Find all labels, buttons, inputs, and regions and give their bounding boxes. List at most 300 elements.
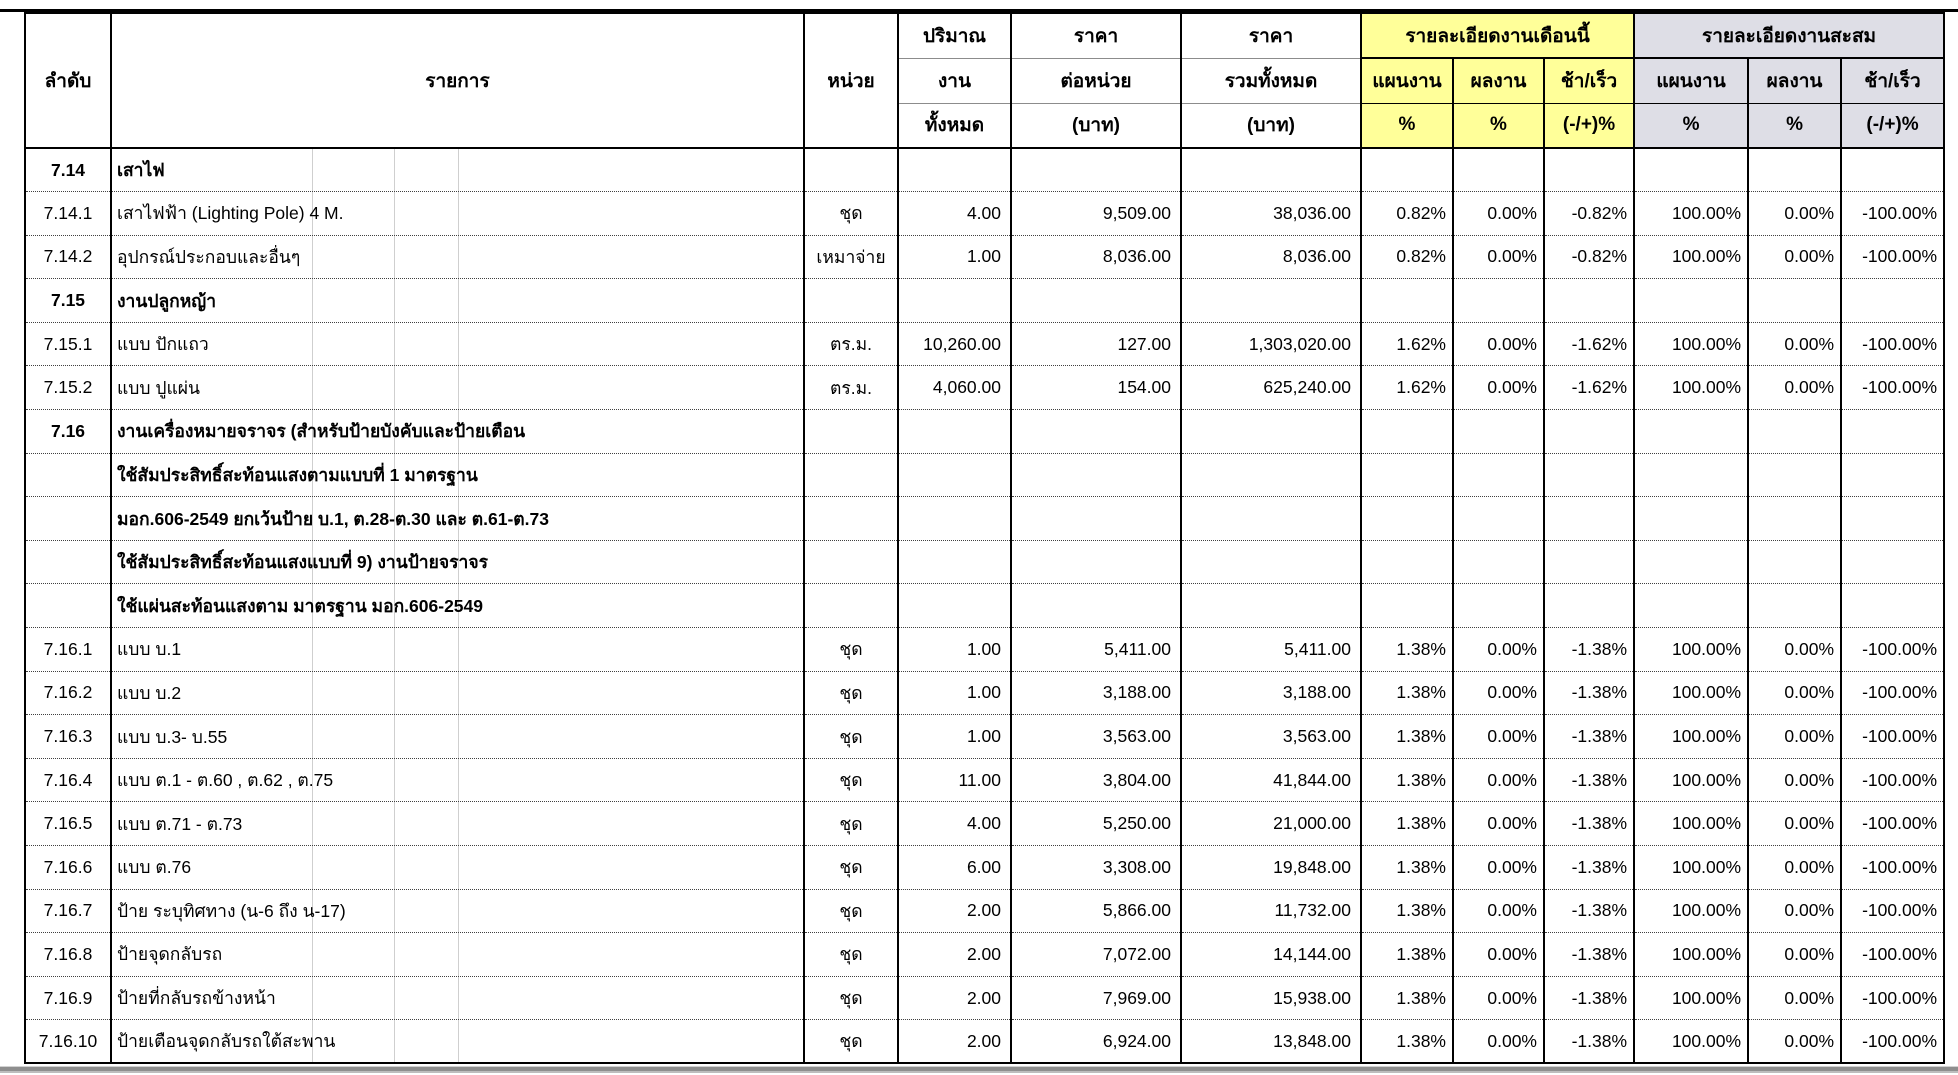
table-row xyxy=(25,279,1944,323)
cum-plan-cell: 100.00% xyxy=(1634,628,1748,672)
month-plan-cell: 1.38% xyxy=(1361,628,1453,672)
unit-price-cell xyxy=(1011,279,1181,323)
month-delta-cell: -1.38% xyxy=(1544,933,1634,977)
cum-plan-cell xyxy=(1634,453,1748,497)
month-plan-cell: 1.38% xyxy=(1361,802,1453,846)
cum-delta-cell xyxy=(1841,279,1944,323)
unit-cell: ชุด xyxy=(804,889,898,933)
table-row xyxy=(25,758,1944,802)
column-header-item: รายการ xyxy=(111,13,804,148)
month-delta-cell: -1.38% xyxy=(1544,1020,1634,1064)
qty-cell: 2.00 xyxy=(898,933,1011,977)
month-actual-cell: 0.00% xyxy=(1453,322,1544,366)
month-plan-cell: 0.82% xyxy=(1361,235,1453,279)
unit-price-cell: 6,924.00 xyxy=(1011,1020,1181,1064)
cum-actual-cell: 0.00% xyxy=(1748,671,1841,715)
row-no-cell: 7.16.8 xyxy=(25,933,111,977)
item-cell: แบบ บ.1 xyxy=(111,628,804,672)
cum-plan-cell: 100.00% xyxy=(1634,976,1748,1020)
cum-plan-cell: 100.00% xyxy=(1634,322,1748,366)
total-price-cell: 15,938.00 xyxy=(1181,976,1361,1020)
qty-cell: 1.00 xyxy=(898,235,1011,279)
cum-actual-cell: 0.00% xyxy=(1748,846,1841,890)
month-plan-cell: 1.38% xyxy=(1361,976,1453,1020)
unit-price-cell xyxy=(1011,148,1181,192)
table-row xyxy=(25,846,1944,890)
total-price-cell xyxy=(1181,410,1361,454)
column-header-unit: หน่วย xyxy=(804,13,898,148)
month-actual-cell: 0.00% xyxy=(1453,628,1544,672)
month-plan-cell xyxy=(1361,497,1453,541)
unit-cell xyxy=(804,148,898,192)
month-actual-cell: 0.00% xyxy=(1453,889,1544,933)
item-cell: เสาไฟฟ้า (Lighting Pole) 4 M. xyxy=(111,192,804,236)
row-no-cell xyxy=(25,453,111,497)
row-no-cell: 7.16.2 xyxy=(25,671,111,715)
column-header-cum-delta: ช้า/เร็ว xyxy=(1841,58,1944,103)
cum-delta-cell: -100.00% xyxy=(1841,802,1944,846)
column-header-month-delta: ช้า/เร็ว xyxy=(1544,58,1634,103)
cum-plan-cell xyxy=(1634,497,1748,541)
cum-delta-cell: -100.00% xyxy=(1841,846,1944,890)
row-no-cell: 7.15 xyxy=(25,279,111,323)
row-no-cell: 7.16.7 xyxy=(25,889,111,933)
table-row xyxy=(25,540,1944,584)
month-delta-cell xyxy=(1544,584,1634,628)
table-row xyxy=(25,933,1944,977)
qty-cell: 10,260.00 xyxy=(898,322,1011,366)
unit-cell: ชุด xyxy=(804,715,898,759)
total-price-cell xyxy=(1181,148,1361,192)
month-actual-cell: 0.00% xyxy=(1453,366,1544,410)
item-cell: งานเครื่องหมายจราจร (สำหรับป้ายบังคับและป้ายเตือน xyxy=(111,410,804,454)
total-price-cell: 19,848.00 xyxy=(1181,846,1361,890)
unit-price-cell: 7,969.00 xyxy=(1011,976,1181,1020)
cum-actual-cell xyxy=(1748,453,1841,497)
table-row xyxy=(25,802,1944,846)
cum-actual-cell xyxy=(1748,584,1841,628)
column-header-cum-actual-unit: % xyxy=(1748,103,1841,148)
unit-price-cell: 127.00 xyxy=(1011,322,1181,366)
cum-plan-cell: 100.00% xyxy=(1634,758,1748,802)
month-delta-cell: -1.38% xyxy=(1544,889,1634,933)
unit-price-cell: 7,072.00 xyxy=(1011,933,1181,977)
cum-plan-cell xyxy=(1634,540,1748,584)
month-delta-cell xyxy=(1544,410,1634,454)
month-plan-cell: 1.38% xyxy=(1361,889,1453,933)
cum-actual-cell xyxy=(1748,410,1841,454)
cum-plan-cell: 100.00% xyxy=(1634,235,1748,279)
unit-cell xyxy=(804,410,898,454)
qty-cell: 2.00 xyxy=(898,976,1011,1020)
row-no-cell: 7.15.2 xyxy=(25,366,111,410)
item-cell: แบบ ปักแถว xyxy=(111,322,804,366)
column-header-qty-line2: งาน xyxy=(898,58,1011,103)
total-price-cell: 8,036.00 xyxy=(1181,235,1361,279)
total-price-cell: 3,563.00 xyxy=(1181,715,1361,759)
row-no-cell xyxy=(25,497,111,541)
cum-plan-cell: 100.00% xyxy=(1634,715,1748,759)
table-header xyxy=(25,13,1944,148)
cum-actual-cell: 0.00% xyxy=(1748,366,1841,410)
cum-delta-cell xyxy=(1841,410,1944,454)
total-price-cell: 13,848.00 xyxy=(1181,1020,1361,1064)
month-plan-cell: 1.38% xyxy=(1361,671,1453,715)
qty-cell xyxy=(898,497,1011,541)
unit-cell xyxy=(804,540,898,584)
cum-delta-cell: -100.00% xyxy=(1841,715,1944,759)
cum-delta-cell: -100.00% xyxy=(1841,671,1944,715)
month-delta-cell xyxy=(1544,497,1634,541)
qty-cell: 4.00 xyxy=(898,802,1011,846)
cum-delta-cell: -100.00% xyxy=(1841,976,1944,1020)
month-plan-cell: 1.62% xyxy=(1361,366,1453,410)
row-no-cell: 7.16.3 xyxy=(25,715,111,759)
column-header-cum-plan-unit: % xyxy=(1634,103,1748,148)
row-no-cell: 7.16.4 xyxy=(25,758,111,802)
table-row xyxy=(25,192,1944,236)
qty-cell xyxy=(898,453,1011,497)
item-cell: แบบ ต.76 xyxy=(111,846,804,890)
total-price-cell: 1,303,020.00 xyxy=(1181,322,1361,366)
month-actual-cell: 0.00% xyxy=(1453,846,1544,890)
unit-price-cell xyxy=(1011,497,1181,541)
row-no-cell: 7.14.1 xyxy=(25,192,111,236)
qty-cell: 1.00 xyxy=(898,671,1011,715)
unit-cell: ตร.ม. xyxy=(804,322,898,366)
row-no-cell: 7.16.10 xyxy=(25,1020,111,1064)
table-row xyxy=(25,453,1944,497)
qty-cell xyxy=(898,410,1011,454)
cum-delta-cell: -100.00% xyxy=(1841,758,1944,802)
unit-cell: ชุด xyxy=(804,846,898,890)
cum-delta-cell: -100.00% xyxy=(1841,192,1944,236)
month-delta-cell: -1.38% xyxy=(1544,758,1634,802)
cum-delta-cell xyxy=(1841,453,1944,497)
row-no-cell: 7.16.5 xyxy=(25,802,111,846)
cum-delta-cell xyxy=(1841,584,1944,628)
cum-plan-cell: 100.00% xyxy=(1634,802,1748,846)
cum-actual-cell xyxy=(1748,497,1841,541)
total-price-cell: 625,240.00 xyxy=(1181,366,1361,410)
cum-actual-cell: 0.00% xyxy=(1748,628,1841,672)
item-cell: มอก.606-2549 ยกเว้นป้าย บ.1, ต.28-ต.30 และ ต.61-ต.73 xyxy=(111,497,804,541)
unit-price-cell: 3,188.00 xyxy=(1011,671,1181,715)
month-actual-cell: 0.00% xyxy=(1453,715,1544,759)
total-price-cell: 38,036.00 xyxy=(1181,192,1361,236)
table-row xyxy=(25,148,1944,192)
column-header-month-delta-unit: (-/+)% xyxy=(1544,103,1634,148)
month-actual-cell: 0.00% xyxy=(1453,671,1544,715)
month-plan-cell: 1.38% xyxy=(1361,715,1453,759)
column-header-cum-plan: แผนงาน xyxy=(1634,58,1748,103)
month-delta-cell: -0.82% xyxy=(1544,235,1634,279)
total-price-cell xyxy=(1181,540,1361,584)
qty-cell: 4.00 xyxy=(898,192,1011,236)
column-header-qty-line3: ทั้งหมด xyxy=(898,103,1011,148)
item-cell: เสาไฟ xyxy=(111,148,804,192)
month-delta-cell xyxy=(1544,148,1634,192)
column-header-cum-delta-unit: (-/+)% xyxy=(1841,103,1944,148)
month-delta-cell: -1.38% xyxy=(1544,671,1634,715)
row-no-cell: 7.14.2 xyxy=(25,235,111,279)
group-header-month: รายละเอียดงานเดือนนี้ xyxy=(1361,13,1634,58)
item-cell: ใช้แผ่นสะท้อนแสงตาม มาตรฐาน มอก.606-2549 xyxy=(111,584,804,628)
month-delta-cell: -1.62% xyxy=(1544,322,1634,366)
cum-actual-cell: 0.00% xyxy=(1748,802,1841,846)
unit-price-cell: 9,509.00 xyxy=(1011,192,1181,236)
table-row xyxy=(25,322,1944,366)
total-price-cell xyxy=(1181,453,1361,497)
month-plan-cell: 1.38% xyxy=(1361,758,1453,802)
qty-cell xyxy=(898,584,1011,628)
month-actual-cell: 0.00% xyxy=(1453,235,1544,279)
total-price-cell xyxy=(1181,279,1361,323)
cum-plan-cell: 100.00% xyxy=(1634,366,1748,410)
item-cell: แบบ บ.3- บ.55 xyxy=(111,715,804,759)
month-plan-cell xyxy=(1361,279,1453,323)
table-row xyxy=(25,366,1944,410)
item-cell: ป้ายจุดกลับรถ xyxy=(111,933,804,977)
column-header-no: ลำดับ xyxy=(25,13,111,148)
table-row xyxy=(25,715,1944,759)
month-plan-cell xyxy=(1361,584,1453,628)
month-actual-cell xyxy=(1453,453,1544,497)
row-no-cell: 7.15.1 xyxy=(25,322,111,366)
qty-cell: 1.00 xyxy=(898,715,1011,759)
month-delta-cell: -1.38% xyxy=(1544,802,1634,846)
month-actual-cell: 0.00% xyxy=(1453,976,1544,1020)
unit-cell: ชุด xyxy=(804,671,898,715)
month-actual-cell xyxy=(1453,584,1544,628)
month-delta-cell xyxy=(1544,279,1634,323)
total-price-cell: 11,732.00 xyxy=(1181,889,1361,933)
total-price-cell xyxy=(1181,497,1361,541)
month-actual-cell xyxy=(1453,540,1544,584)
column-header-total-price-line2: รวมทั้งหมด xyxy=(1181,58,1361,103)
unit-price-cell: 8,036.00 xyxy=(1011,235,1181,279)
unit-cell: ชุด xyxy=(804,628,898,672)
cum-delta-cell xyxy=(1841,148,1944,192)
table-row xyxy=(25,1020,1944,1064)
item-cell: งานปลูกหญ้า xyxy=(111,279,804,323)
cum-delta-cell: -100.00% xyxy=(1841,889,1944,933)
row-no-cell xyxy=(25,540,111,584)
qty-cell: 2.00 xyxy=(898,1020,1011,1064)
unit-price-cell: 3,308.00 xyxy=(1011,846,1181,890)
row-no-cell: 7.16.6 xyxy=(25,846,111,890)
unit-cell: ชุด xyxy=(804,758,898,802)
cum-actual-cell: 0.00% xyxy=(1748,1020,1841,1064)
cum-actual-cell xyxy=(1748,148,1841,192)
cum-actual-cell xyxy=(1748,540,1841,584)
cum-delta-cell: -100.00% xyxy=(1841,1020,1944,1064)
unit-price-cell: 3,563.00 xyxy=(1011,715,1181,759)
row-no-cell xyxy=(25,584,111,628)
table-row xyxy=(25,235,1944,279)
cum-actual-cell: 0.00% xyxy=(1748,235,1841,279)
month-delta-cell: -1.38% xyxy=(1544,715,1634,759)
item-cell: แบบ บ.2 xyxy=(111,671,804,715)
month-delta-cell xyxy=(1544,453,1634,497)
month-actual-cell: 0.00% xyxy=(1453,933,1544,977)
unit-cell xyxy=(804,453,898,497)
table-row xyxy=(25,976,1944,1020)
month-plan-cell xyxy=(1361,148,1453,192)
cum-plan-cell xyxy=(1634,148,1748,192)
table-body xyxy=(25,148,1944,1063)
month-delta-cell: -1.38% xyxy=(1544,628,1634,672)
month-plan-cell xyxy=(1361,410,1453,454)
month-plan-cell xyxy=(1361,540,1453,584)
table-row xyxy=(25,497,1944,541)
column-header-month-actual: ผลงาน xyxy=(1453,58,1544,103)
unit-cell xyxy=(804,497,898,541)
month-delta-cell: -1.38% xyxy=(1544,846,1634,890)
row-no-cell: 7.16.1 xyxy=(25,628,111,672)
cum-plan-cell: 100.00% xyxy=(1634,1020,1748,1064)
total-price-cell xyxy=(1181,584,1361,628)
month-plan-cell: 1.38% xyxy=(1361,1020,1453,1064)
total-price-cell: 14,144.00 xyxy=(1181,933,1361,977)
column-header-total-price-line1: ราคา xyxy=(1181,13,1361,58)
cum-delta-cell: -100.00% xyxy=(1841,366,1944,410)
month-actual-cell: 0.00% xyxy=(1453,802,1544,846)
table-row xyxy=(25,628,1944,672)
month-delta-cell: -0.82% xyxy=(1544,192,1634,236)
row-no-cell: 7.14 xyxy=(25,148,111,192)
unit-price-cell: 5,250.00 xyxy=(1011,802,1181,846)
qty-cell xyxy=(898,148,1011,192)
qty-cell: 1.00 xyxy=(898,628,1011,672)
item-cell: ป้ายเตือนจุดกลับรถใต้สะพาน xyxy=(111,1020,804,1064)
unit-price-cell: 5,411.00 xyxy=(1011,628,1181,672)
item-cell: แบบ ปูแผ่น xyxy=(111,366,804,410)
column-header-cum-actual: ผลงาน xyxy=(1748,58,1841,103)
page-bottom-divider xyxy=(0,1066,1958,1073)
cum-actual-cell: 0.00% xyxy=(1748,322,1841,366)
cum-plan-cell: 100.00% xyxy=(1634,192,1748,236)
unit-cell: เหมาจ่าย xyxy=(804,235,898,279)
cum-actual-cell xyxy=(1748,279,1841,323)
cum-delta-cell: -100.00% xyxy=(1841,322,1944,366)
table-row xyxy=(25,584,1944,628)
unit-price-cell: 154.00 xyxy=(1011,366,1181,410)
total-price-cell: 21,000.00 xyxy=(1181,802,1361,846)
unit-cell: ชุด xyxy=(804,933,898,977)
qty-cell xyxy=(898,279,1011,323)
month-plan-cell: 1.62% xyxy=(1361,322,1453,366)
cum-actual-cell: 0.00% xyxy=(1748,192,1841,236)
unit-cell: ตร.ม. xyxy=(804,366,898,410)
month-actual-cell: 0.00% xyxy=(1453,192,1544,236)
cum-delta-cell xyxy=(1841,540,1944,584)
month-plan-cell: 0.82% xyxy=(1361,192,1453,236)
table-row xyxy=(25,410,1944,454)
unit-cell xyxy=(804,279,898,323)
table-row xyxy=(25,671,1944,715)
month-actual-cell xyxy=(1453,279,1544,323)
month-actual-cell: 0.00% xyxy=(1453,1020,1544,1064)
cum-delta-cell: -100.00% xyxy=(1841,628,1944,672)
unit-cell xyxy=(804,584,898,628)
total-price-cell: 3,188.00 xyxy=(1181,671,1361,715)
total-price-cell: 5,411.00 xyxy=(1181,628,1361,672)
cum-plan-cell: 100.00% xyxy=(1634,846,1748,890)
month-delta-cell: -1.38% xyxy=(1544,976,1634,1020)
qty-cell: 2.00 xyxy=(898,889,1011,933)
unit-cell: ชุด xyxy=(804,802,898,846)
row-no-cell: 7.16.9 xyxy=(25,976,111,1020)
item-cell: แบบ ต.1 - ต.60 , ต.62 , ต.75 xyxy=(111,758,804,802)
month-plan-cell: 1.38% xyxy=(1361,846,1453,890)
unit-price-cell xyxy=(1011,540,1181,584)
month-plan-cell xyxy=(1361,453,1453,497)
group-header-cumulative: รายละเอียดงานสะสม xyxy=(1634,13,1944,58)
item-cell: แบบ ต.71 - ต.73 xyxy=(111,802,804,846)
column-header-unit-price-line2: ต่อหน่วย xyxy=(1011,58,1181,103)
month-actual-cell xyxy=(1453,497,1544,541)
cum-plan-cell: 100.00% xyxy=(1634,671,1748,715)
table-row xyxy=(25,889,1944,933)
unit-cell: ชุด xyxy=(804,1020,898,1064)
cum-actual-cell: 0.00% xyxy=(1748,976,1841,1020)
cum-plan-cell xyxy=(1634,279,1748,323)
cum-actual-cell: 0.00% xyxy=(1748,715,1841,759)
item-cell: อุปกรณ์ประกอบและอื่นๆ xyxy=(111,235,804,279)
cum-delta-cell: -100.00% xyxy=(1841,933,1944,977)
cum-actual-cell: 0.00% xyxy=(1748,933,1841,977)
row-no-cell: 7.16 xyxy=(25,410,111,454)
month-delta-cell: -1.62% xyxy=(1544,366,1634,410)
column-header-unit-price-line1: ราคา xyxy=(1011,13,1181,58)
qty-cell: 4,060.00 xyxy=(898,366,1011,410)
boq-progress-table xyxy=(24,12,1945,1064)
cum-actual-cell: 0.00% xyxy=(1748,758,1841,802)
unit-price-cell: 5,866.00 xyxy=(1011,889,1181,933)
unit-price-cell xyxy=(1011,584,1181,628)
month-plan-cell: 1.38% xyxy=(1361,933,1453,977)
qty-cell: 6.00 xyxy=(898,846,1011,890)
cum-plan-cell: 100.00% xyxy=(1634,933,1748,977)
unit-price-cell xyxy=(1011,410,1181,454)
unit-cell: ชุด xyxy=(804,976,898,1020)
month-actual-cell xyxy=(1453,148,1544,192)
month-actual-cell: 0.00% xyxy=(1453,758,1544,802)
qty-cell xyxy=(898,540,1011,584)
cum-plan-cell xyxy=(1634,410,1748,454)
column-header-month-actual-unit: % xyxy=(1453,103,1544,148)
cum-plan-cell: 100.00% xyxy=(1634,889,1748,933)
month-delta-cell xyxy=(1544,540,1634,584)
column-header-month-plan: แผนงาน xyxy=(1361,58,1453,103)
unit-price-cell xyxy=(1011,453,1181,497)
qty-cell: 11.00 xyxy=(898,758,1011,802)
total-price-cell: 41,844.00 xyxy=(1181,758,1361,802)
item-cell: ป้าย ระบุทิศทาง (น-6 ถึง น-17) xyxy=(111,889,804,933)
cum-delta-cell xyxy=(1841,497,1944,541)
unit-cell: ชุด xyxy=(804,192,898,236)
cum-delta-cell: -100.00% xyxy=(1841,235,1944,279)
column-header-total-price-line3: (บาท) xyxy=(1181,103,1361,148)
column-header-qty-line1: ปริมาณ xyxy=(898,13,1011,58)
item-cell: ใช้สัมประสิทธิ์สะท้อนแสงตามแบบที่ 1 มาตรฐาน xyxy=(111,453,804,497)
column-header-unit-price-line3: (บาท) xyxy=(1011,103,1181,148)
month-actual-cell xyxy=(1453,410,1544,454)
column-header-month-plan-unit: % xyxy=(1361,103,1453,148)
item-cell: ป้ายที่กลับรถข้างหน้า xyxy=(111,976,804,1020)
unit-price-cell: 3,804.00 xyxy=(1011,758,1181,802)
